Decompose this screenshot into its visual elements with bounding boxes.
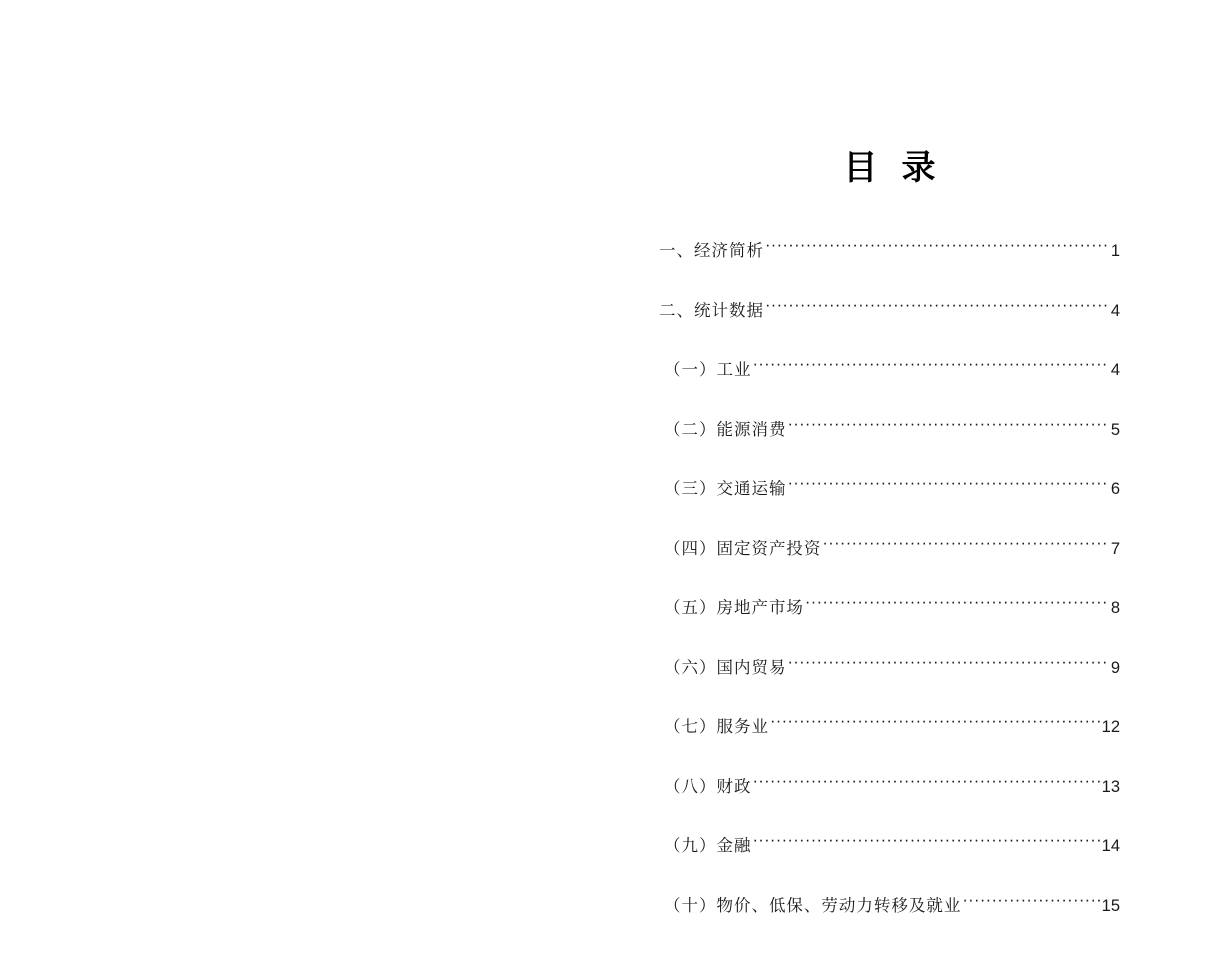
toc-entry-label: （十）物价、低保、劳动力转移及就业 <box>664 896 962 915</box>
toc-entry-label: 二、统计数据 <box>659 301 764 320</box>
toc-entry[interactable] <box>655 594 1120 618</box>
toc-entry-page-number: 13 <box>1101 777 1120 796</box>
toc-entry-list <box>655 237 1120 916</box>
toc-leader-dots <box>787 478 1108 495</box>
toc-leader-dots <box>752 775 1099 792</box>
toc-entry-label: （八）财政 <box>664 777 752 796</box>
toc-entry-page-number: 5 <box>1110 420 1120 439</box>
toc-entry-label: （五）房地产市场 <box>664 599 804 617</box>
toc-entry-page-number: 4 <box>1110 361 1120 379</box>
toc-entry-page-number: 8 <box>1110 599 1120 617</box>
toc-entry-label: 一、经济简析 <box>659 242 764 260</box>
toc-leader-dots <box>962 894 1099 911</box>
toc-entry-page-number: 9 <box>1110 658 1120 677</box>
toc-entry-label: （三）交通运输 <box>664 480 787 498</box>
toc-leader-dots <box>787 418 1108 435</box>
toc-leader-dots <box>752 359 1108 376</box>
toc-entry[interactable] <box>655 654 1120 678</box>
toc-entry-label: （九）金融 <box>664 837 752 855</box>
toc-entry-page-number: 7 <box>1110 539 1120 558</box>
toc-entry-page-number: 15 <box>1101 896 1120 915</box>
toc-entry[interactable] <box>655 832 1120 856</box>
toc-entry[interactable] <box>655 475 1120 499</box>
toc-entry[interactable] <box>655 297 1120 321</box>
toc-entry-page-number: 12 <box>1101 718 1120 736</box>
toc-entry-page-number: 6 <box>1110 480 1120 498</box>
toc-entry[interactable] <box>655 535 1120 559</box>
table-of-contents <box>655 140 1120 951</box>
toc-entry-label: （二）能源消费 <box>664 420 787 439</box>
toc-entry-page-number: 4 <box>1110 301 1120 320</box>
toc-entry[interactable] <box>655 713 1120 737</box>
toc-entry-label: （四）固定资产投资 <box>664 539 822 558</box>
toc-entry-label: （一）工业 <box>664 361 752 379</box>
page-title: 目 录 <box>843 148 942 188</box>
toc-leader-dots <box>770 716 1100 733</box>
toc-entry[interactable] <box>655 416 1120 440</box>
toc-entry-page-number: 1 <box>1110 242 1120 260</box>
toc-leader-dots <box>822 537 1108 554</box>
toc-entry[interactable] <box>655 237 1120 261</box>
toc-leader-dots <box>805 597 1109 614</box>
toc-leader-dots <box>752 835 1099 852</box>
toc-entry[interactable] <box>655 773 1120 797</box>
toc-entry[interactable] <box>655 892 1120 916</box>
toc-entry-label: （六）国内贸易 <box>664 658 787 677</box>
toc-leader-dots <box>787 656 1108 673</box>
toc-entry[interactable] <box>655 356 1120 380</box>
toc-entry-label: （七）服务业 <box>664 718 769 736</box>
toc-entry-page-number: 14 <box>1101 837 1120 855</box>
toc-leader-dots <box>765 240 1109 257</box>
toc-leader-dots <box>765 299 1109 316</box>
